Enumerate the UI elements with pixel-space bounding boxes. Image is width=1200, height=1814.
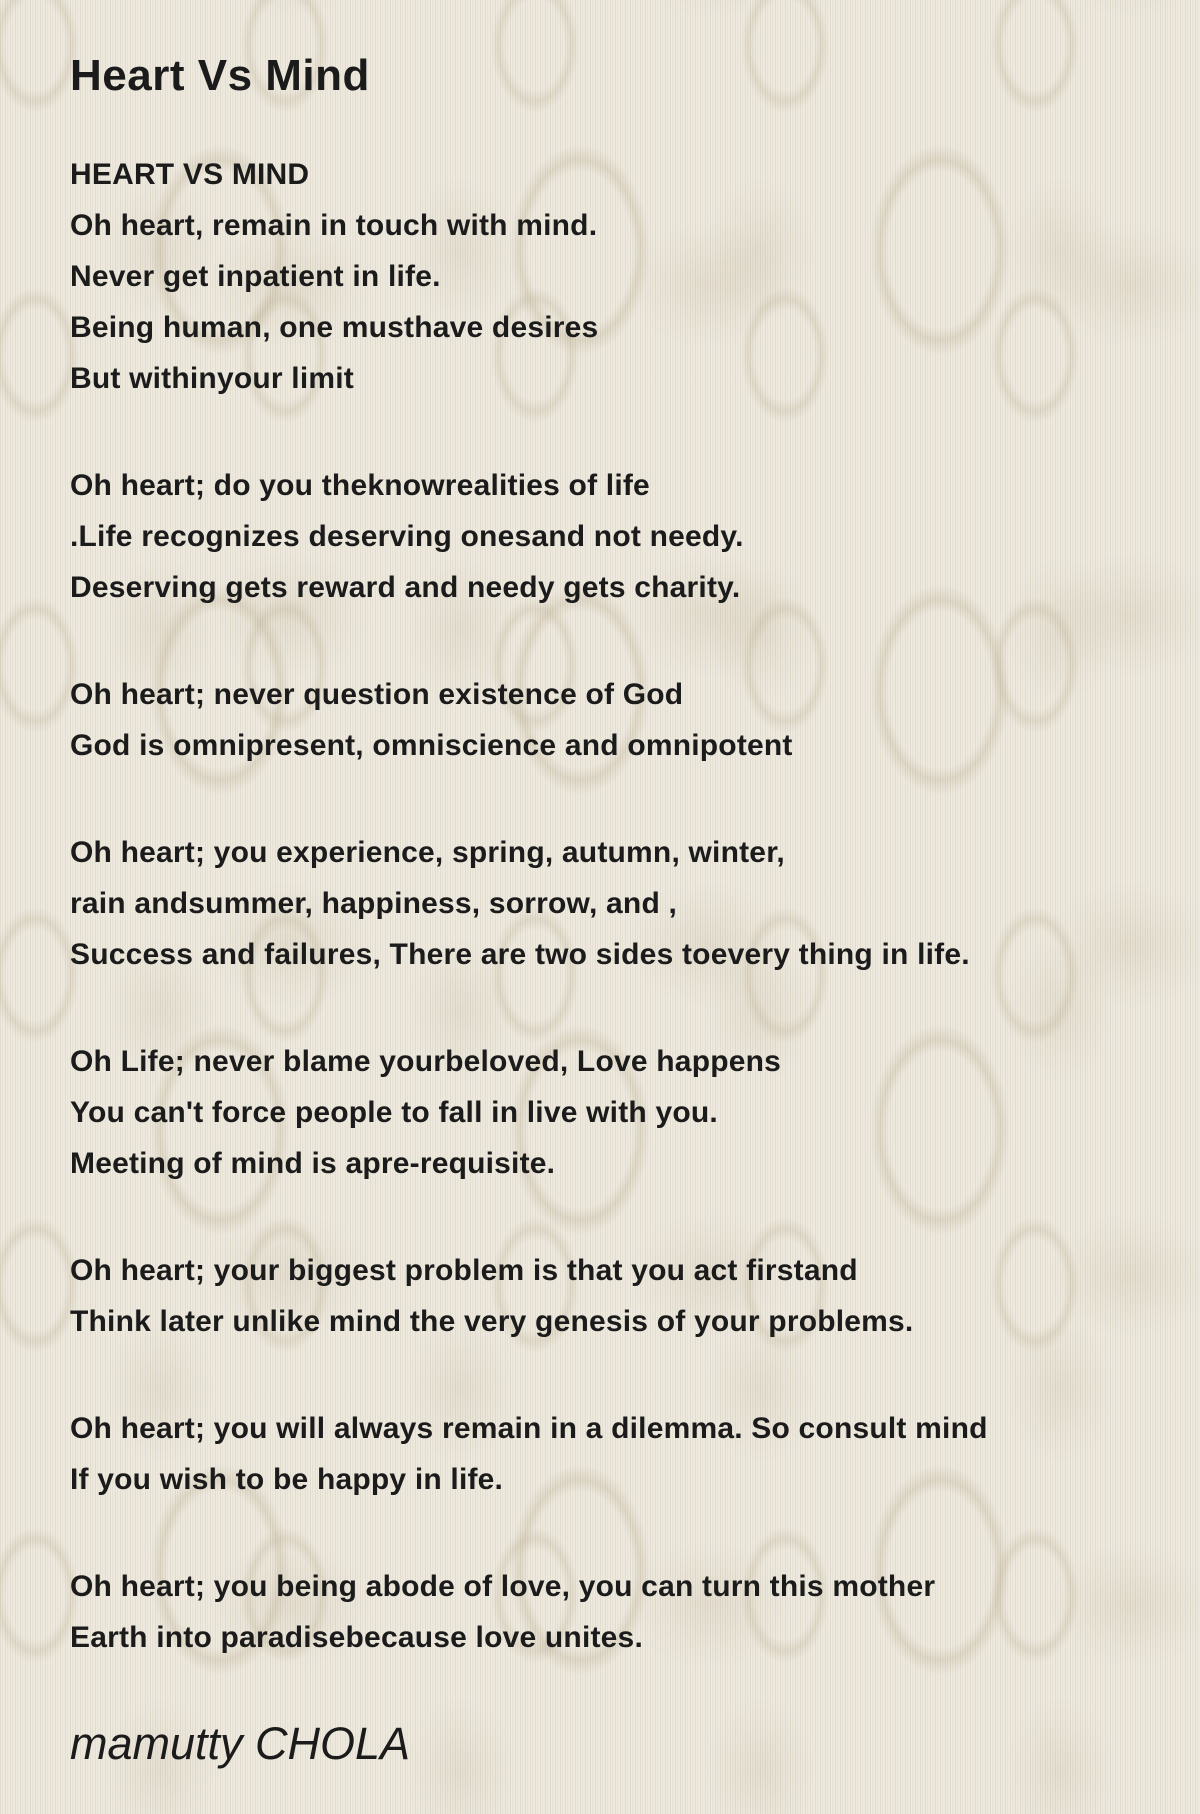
poem-line: God is omnipresent, omniscience and omnipotent <box>70 729 793 762</box>
poem-line: Never get inpatient in life. <box>70 260 441 293</box>
poem-stanza-6 <box>70 1245 1140 1347</box>
poem-line: rain andsummer, happiness, sorrow, and , <box>70 887 678 920</box>
poem-line: Oh heart; you being abode of love, you can turn this mother <box>70 1570 936 1603</box>
poem-line: Oh heart; do you theknowrealities of life <box>70 469 650 502</box>
poem-line: Oh heart; you will always remain in a dilemma. So consult mind <box>70 1412 988 1445</box>
page-title: Heart Vs Mind <box>70 51 370 100</box>
poem-line: Success and failures, There are two sides toevery thing in life. <box>70 938 970 971</box>
poem-line: Oh heart, remain in touch with mind. <box>70 209 598 242</box>
poem-line: But withinyour limit <box>70 362 354 395</box>
poem-line: Meeting of mind is apre-requisite. <box>70 1147 556 1180</box>
poem-line: Deserving gets reward and needy gets charity. <box>70 571 741 604</box>
poem-line: Earth into paradisebecause love unites. <box>70 1621 643 1654</box>
author-signature: mamutty CHOLA <box>70 1718 411 1769</box>
poem-stanza-3 <box>70 669 1140 771</box>
poem-line: You can't force people to fall in live with you. <box>70 1096 718 1129</box>
poem-line: Oh heart; never question existence of God <box>70 678 684 711</box>
poem-line: Think later unlike mind the very genesis of your problems. <box>70 1305 914 1338</box>
poem-line: .Life recognizes deserving onesand not needy. <box>70 520 744 553</box>
poem-line: If you wish to be happy in life. <box>70 1463 504 1496</box>
poem-stanza-4 <box>70 827 1140 980</box>
poem-line: Oh Life; never blame yourbeloved, Love happens <box>70 1045 782 1078</box>
poem-line: Oh heart; you experience, spring, autumn, winter, <box>70 836 785 869</box>
poem-stanza-2 <box>70 460 1140 613</box>
poem-stanza-5 <box>70 1036 1140 1189</box>
poem-line: Oh heart; your biggest problem is that you act firstand <box>70 1254 858 1287</box>
poem-stanza-7 <box>70 1403 1140 1505</box>
poem-body <box>70 149 1140 1663</box>
poem-stanza-1 <box>70 149 1140 404</box>
poem-line: Being human, one musthave desires <box>70 311 599 344</box>
poem-stanza-8 <box>70 1561 1140 1663</box>
poem-line: HEART VS MIND <box>70 158 310 191</box>
